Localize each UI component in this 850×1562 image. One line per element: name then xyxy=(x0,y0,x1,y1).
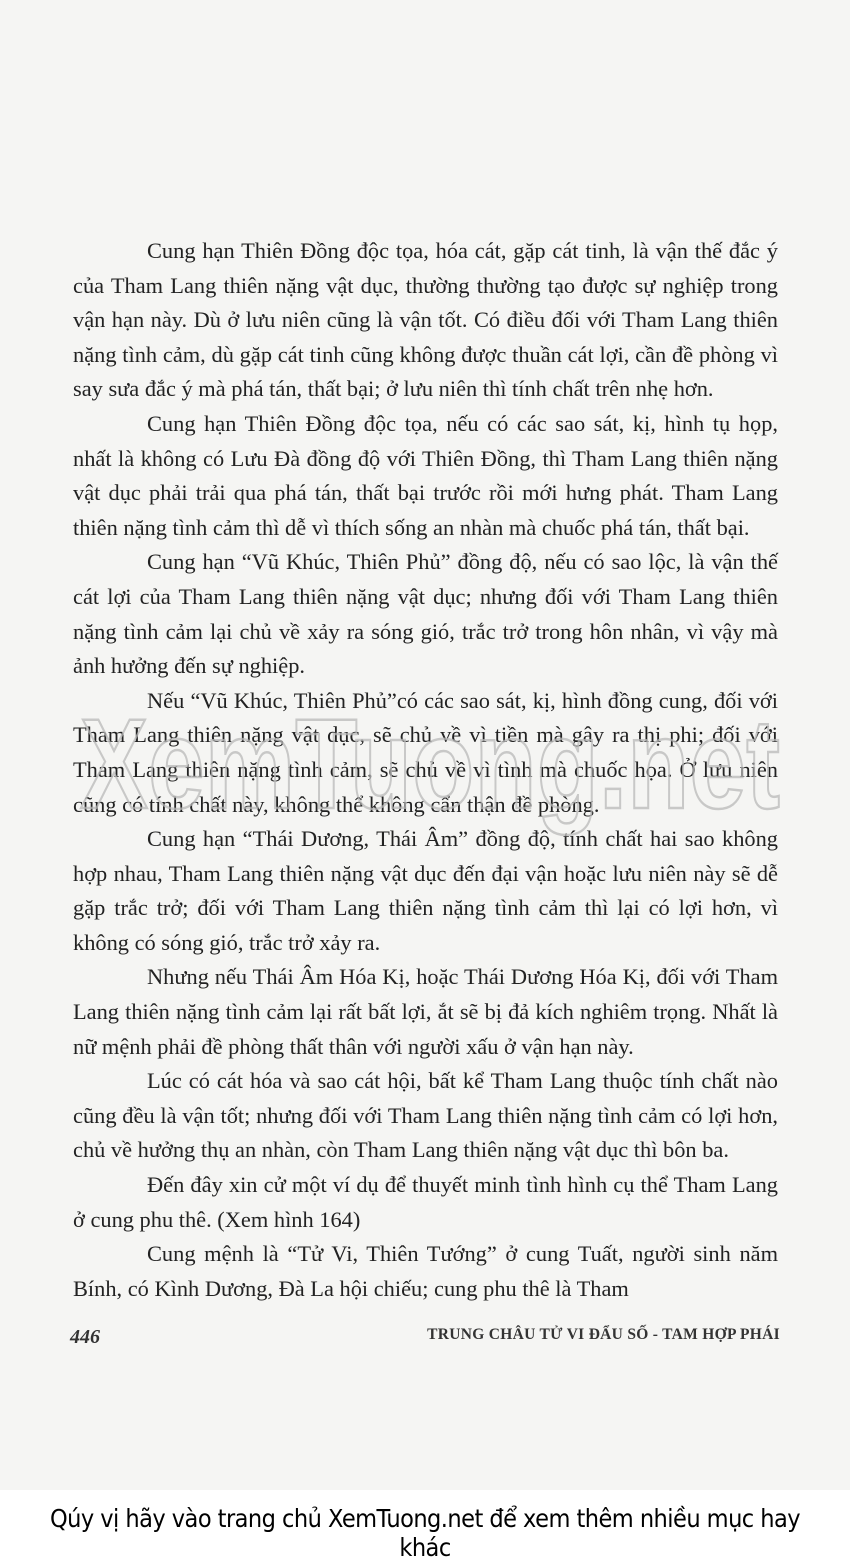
paragraph: Cung hạn Thiên Đồng độc tọa, nếu có các sao sát, kị, hình tụ họp, nhất là không có Lưu Đà đồng độ với Thiên Đồng, thì Tham Lang thiên nặng vật dục phải trải qua phá tán, thất bại trước rồi mới hưng phát. Tham Lang thiên nặng tình cảm thì dễ vì thích sống an nhàn mà chuốc phá tán, thất bại. xyxy=(73,410,778,540)
body-text xyxy=(73,234,778,1306)
paragraph: Cung hạn “Vũ Khúc, Thiên Phủ” đồng độ, nếu có sao lộc, là vận thế cát lợi của Tham Lang thiên nặng vật dục; nhưng đối với Tham Lang thiên nặng tình cảm lại chủ về xảy ra sóng gió, trắc trở trong hôn nhân, vì vậy mà ảnh hưởng đến sự nghiệp. xyxy=(73,549,778,679)
paragraph: Nhưng nếu Thái Âm Hóa Kị, hoặc Thái Dương Hóa Kị, đối với Tham Lang thiên nặng tình cảm lại rất bất lợi, ắt sẽ bị đả kích nghiêm trọng. Nhất là nữ mệnh phải đề phòng thất thân với người xấu ở vận hạn này. xyxy=(73,964,778,1059)
site-banner xyxy=(0,1490,850,1562)
paragraph: Cung hạn “Thái Dương, Thái Âm” đồng độ, tính chất hai sao không hợp nhau, Tham Lang thiên nặng vật dục đến đại vận hoặc lưu niên này sẽ dễ gặp trắc trở; đối với Tham Lang thiên nặng tình cảm thì lại có lợi hơn, vì không có sóng gió, trắc trở xảy ra. xyxy=(73,826,778,955)
paragraph: Cung hạn Thiên Đồng độc tọa, hóa cát, gặp cát tinh, là vận thế đắc ý của Tham Lang thiên nặng vật dục, thường thường tạo được sự nghiệp trong vận hạn này. Dù ở lưu niên cũng là vận tốt. Có điều đối với Tham Lang thiên nặng tình cảm, dù gặp cát tinh cũng không được thuần cát lợi, cần đề phòng vì say sưa đắc ý mà phá tán, thất bại; ở lưu niên thì tính chất trên nhẹ hơn. xyxy=(73,238,778,402)
page-footer xyxy=(70,1322,780,1362)
paragraph: Lúc có cát hóa và sao cát hội, bất kể Tham Lang thuộc tính chất nào cũng đều là vận tốt; nhưng đối với Tham Lang thiên nặng tình cảm có lợi hơn, chủ về hưởng thụ an nhàn, còn Tham Lang thiên nặng vật dục thì bôn ba. xyxy=(73,1068,778,1163)
paragraph: Nếu “Vũ Khúc, Thiên Phủ”có các sao sát, kị, hình đồng cung, đối với Tham Lang thiên nặng vật dục, sẽ chủ về vì tiền mà gây ra thị phi; đối với Tham Lang thiên nặng tình cảm, sẽ chủ về vì tình mà chuốc họa. Ở lưu niên cũng có tính chất này, không thể không cẩn thận đề phòng. xyxy=(73,687,778,817)
paragraph: Cung mệnh là “Tử Vi, Thiên Tướng” ở cung Tuất, người sinh năm Bính, có Kình Dương, Đà La hội chiếu; cung phu thê là Tham xyxy=(73,1241,778,1301)
running-title: TRUNG CHÂU TỬ VI ĐẨU SỐ - TAM HỢP PHÁI xyxy=(427,1326,780,1343)
banner-text: Qúy vị hãy vào trang chủ XemTuong.net để xem thêm nhiều mục hay khác xyxy=(49,1504,801,1562)
watermark-text: XemTuong.net xyxy=(80,693,780,836)
paragraph: Đến đây xin cử một ví dụ để thuyết minh tình hình cụ thể Tham Lang ở cung phu thê. (Xem hình 164) xyxy=(73,1172,778,1232)
page-number: 446 xyxy=(70,1326,100,1348)
